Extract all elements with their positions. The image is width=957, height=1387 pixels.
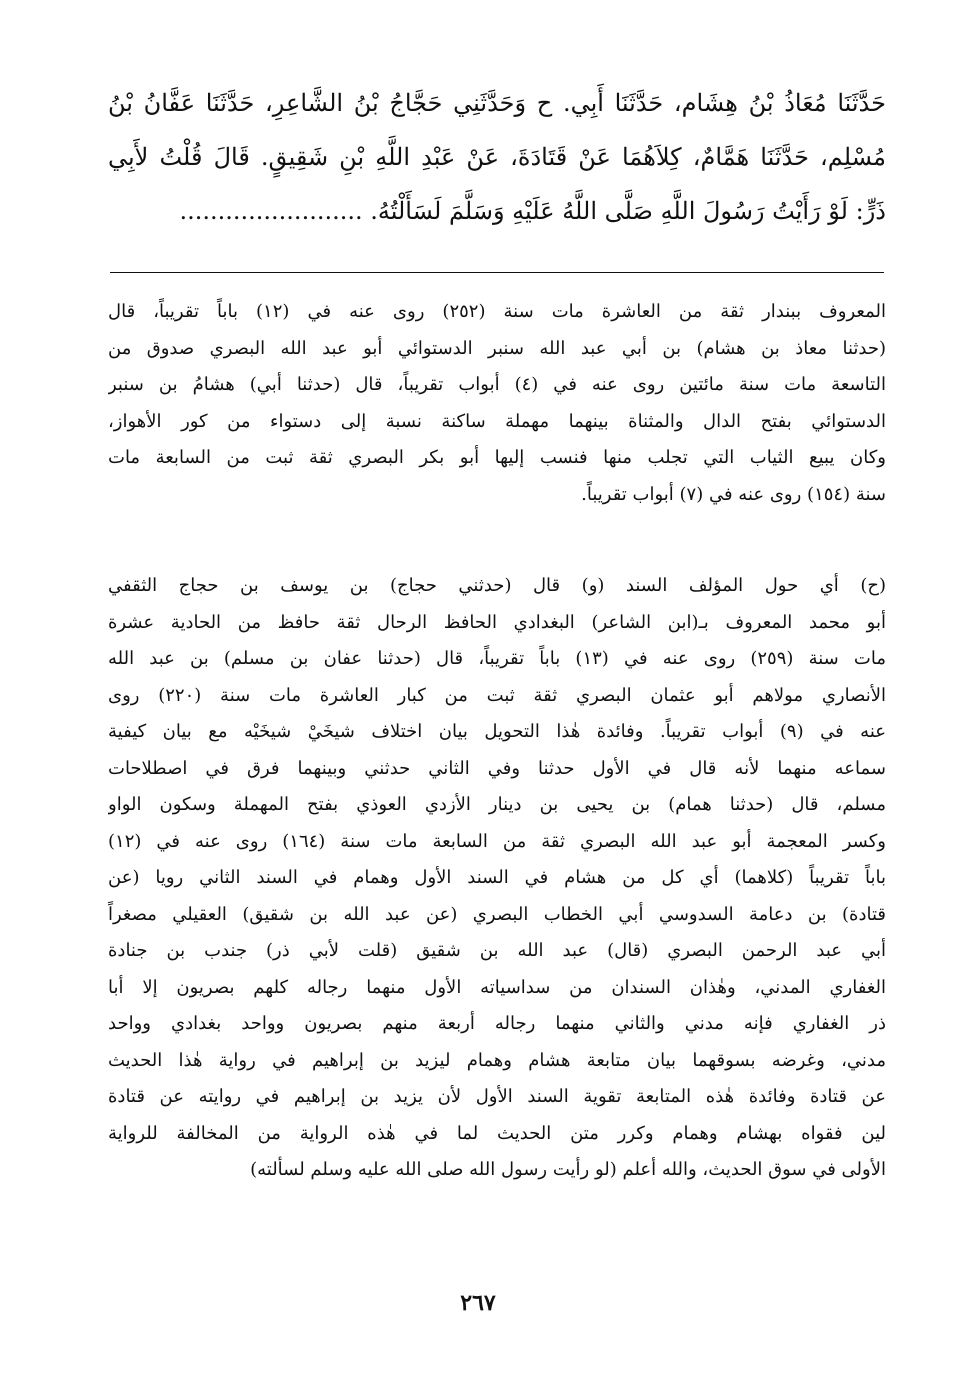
hadith-line: مُسْلِم، حَدَّثَنَا هَمَّامٌ، كِلاَهُمَا عَنْ قَتَادَةَ، عَنْ عَبْدِ اللَّهِ بْنِ شَقِيقٍ. قَالَ قُلْتُ لأَبِي <box>108 143 886 171</box>
commentary-line: مات سنة (٢٥٩) روى عنه في (١٣) باباً تقريباً، قال (حدثنا عفان بن مسلم) بن عبد الله <box>108 648 886 669</box>
commentary-line: سنة (١٥٤) روى عنه في (٧) أبواب تقريباً. <box>581 483 886 505</box>
commentary-paragraph-1 <box>108 294 886 513</box>
hadith-line: حَدَّثَنَا مُعَاذُ بْنُ هِشَام، حَدَّثَنَا أَبِي. ح وَحَدَّثَنِي حَجَّاجُ بْنُ الشَّاعِرِ، حَدَّثَنَا عَفَّانُ بْنُ <box>108 89 886 117</box>
commentary-line: المعروف ببندار ثقة من العاشرة مات سنة (٢٥٢) روى عنه في (١٢) باباً تقريباً، قال <box>108 301 886 322</box>
commentary-line: مسلم، قال (حدثنا همام) بن يحيى بن دينار الأزدي العوذي بفتح المهملة وسكون الواو <box>108 794 886 815</box>
commentary-line: الأولى في سوق الحديث، والله أعلم (لو رأيت رسول الله صلى الله عليه وسلم لسألته) <box>250 1159 886 1180</box>
commentary-line: أبي عبد الرحمن البصري (قال) عبد الله بن شقيق (قلت لأبي ذر) جندب بن جنادة <box>108 940 886 961</box>
page-number: ٢٦٧ <box>460 1290 496 1316</box>
hadith-text <box>108 76 886 238</box>
commentary-line: التاسعة مات سنة مائتين روى عنه في (٤) أبواب تقريباً، قال (حدثنا أبي) هشامُ بن سنبر <box>108 374 886 395</box>
commentary-line: مدني، وغرضه بسوقهما بيان متابعة هشام وهمام ليزيد بن إبراهيم في رواية هٰذا الحديث <box>108 1049 886 1071</box>
section-divider <box>110 272 884 273</box>
commentary-line: باباً تقريباً (كلاهما) أي كل من هشام في السند الأول وهمام في السند الثاني رويا (عن <box>108 867 886 888</box>
commentary-line: سماعه منهما لأنه قال في الأول حدثنا وفي الثاني حدثني وبينهما فرق في اصطلاحات <box>108 757 886 779</box>
commentary-paragraph-2 <box>108 568 886 1189</box>
commentary-line: وكان يبيع الثياب التي تجلب منها فنسب إليها أبو بكر البصري ثقة ثبت من السابعة مات <box>108 447 886 468</box>
commentary-line: لين فقواه بهشام وهمام وكرر متن الحديث لما في هٰذه الرواية من المخالفة للرواية <box>108 1122 886 1144</box>
commentary-line: الغفاري المدني، وهٰذان السندان من سداسياته الأول منهما رجاله كلهم بصريون إلا أبا <box>108 976 886 998</box>
commentary-line: الدستوائي بفتح الدال والمثناة بينهما مهملة ساكنة نسبة إلى دستواء من كور الأهواز، <box>108 410 886 432</box>
commentary-line: قتادة) بن دعامة السدوسي أبي الخطاب البصري (عن عبد الله بن شقيق) العقيلي مصغراً <box>108 903 886 925</box>
commentary-line: أبو محمد المعروف بـ(ابن الشاعر) البغدادي الحافظ الرحال ثقة حافظ من الحادية عشرة <box>108 611 886 633</box>
commentary-line: الأنصاري مولاهم أبو عثمان البصري ثقة ثبت من كبار العاشرة مات سنة (٢٢٠) روى <box>108 684 886 706</box>
commentary-line: وكسر المعجمة أبو عبد الله البصري ثقة من السابعة مات سنة (١٦٤) روى عنه في (١٢) <box>108 830 886 852</box>
commentary-line: عنه في (٩) أبواب تقريباً. وفائدة هٰذا التحويل بيان اختلاف شيخَيْ شيخَيْه مع بيان كيفية <box>108 721 886 742</box>
commentary-line: عن قتادة وفائدة هٰذه المتابعة تقوية السند الأول لأن يزيد بن إبراهيم في روايته عن قتادة <box>108 1086 886 1107</box>
commentary-line: ذر الغفاري فإنه مدني والثاني منهما رجاله أربعة منهم بصريون وواحد بغدادي وواحد <box>108 1013 886 1034</box>
hadith-line: ذَرٍّ: لَوْ رَأَيْتُ رَسُولَ اللَّهِ صَلَّى اللَّهُ عَلَيْهِ وَسَلَّمَ لَسَأَلْتُهُ. ........................ <box>179 197 886 225</box>
commentary-line: (ح) أي حول المؤلف السند (و) قال (حدثني حجاج) بن يوسف بن حجاج الثقفي <box>108 575 886 596</box>
commentary-line: (حدثنا معاذ بن هشام) بن أبي عبد الله سنبر الدستوائي أبو عبد الله البصري صدوق من <box>108 337 886 359</box>
